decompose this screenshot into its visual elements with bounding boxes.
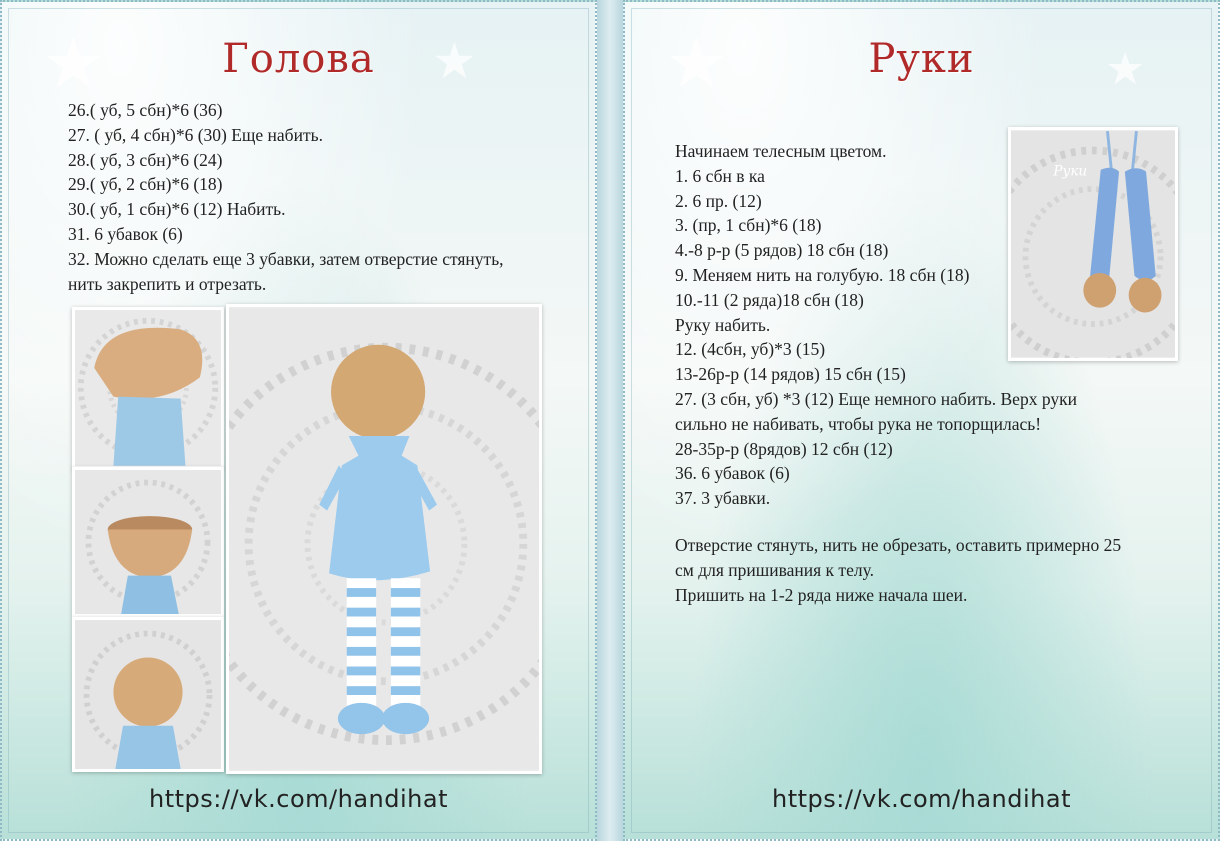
photo-arms [1008,127,1178,361]
instruction-line: 29.( уб, 2 сбн)*6 (18) [68,174,223,195]
instruction-line: 4.-8 р-р (5 рядов) 18 сбн (18) [675,240,889,261]
head-crochet-image [75,310,221,466]
star-decoration: ★ [42,22,105,104]
instruction-line: 28-35р-р (8рядов) 12 сбн (12) [675,438,893,459]
instruction-line: 31. 6 убавок (6) [68,223,183,244]
instruction-line: 3. (пр, 1 сбн)*6 (18) [675,215,822,236]
star-decoration: ★ [432,32,477,90]
instruction-line: 2. 6 пр. (12) [675,190,762,211]
footer-link[interactable]: https://vk.com/handihat [149,785,448,813]
instruction-line: сильно не набивать, чтобы рука не топорщилась! [675,413,1042,434]
instruction-line: 9. Меняем нить на голубую. 18 сбн (18) [675,264,970,285]
page-gutter [597,0,623,841]
instruction-line: 27. ( уб, 4 сбн)*6 (30) Еще набить. [68,124,323,145]
star-decoration: ★ [665,22,728,104]
instruction-line: 27. (3 сбн, уб) *3 (12) Еще немного набить. Верх руки [675,388,1077,409]
head-crochet-image [75,620,221,769]
photo-head-crochet-3 [72,617,224,772]
page-title: Голова [222,36,375,82]
photo-label: Руки [1053,163,1088,180]
instruction-line: 1. 6 сбн в ка [675,165,765,186]
instruction-line: 37. 3 убавки. [675,488,771,509]
instruction-line: 30.( уб, 1 сбн)*6 (12) Набить. [68,199,286,220]
right-page [623,0,1220,841]
head-crochet-image [75,470,221,614]
instruction-line: 26.( уб, 5 сбн)*6 (36) [68,100,223,120]
doll-image [229,307,539,771]
note-line: Отверстие стянуть, нить не обрезать, оставить примерно 25 [675,535,1122,555]
instruction-line: 28.( уб, 3 сбн)*6 (24) [68,149,223,170]
instruction-line: 13-26р-р (14 рядов) 15 сбн (15) [675,364,906,385]
instruction-line: 32. Можно сделать еще 3 убавки, затем отверстие стянуть, [68,248,504,269]
page-title: Руки [868,36,975,82]
footer-link[interactable]: https://vk.com/handihat [772,785,1071,813]
photo-head-crochet-1 [72,307,224,469]
instruction-line: Руку набить. [675,314,771,335]
photo-doll-full [226,304,542,774]
photo-head-crochet-2 [72,467,224,617]
instruction-line: нить закрепить и отрезать. [68,273,267,294]
arms-image [1011,130,1175,358]
instruction-line: 10.-11 (2 ряда)18 сбн (18) [675,289,864,310]
instruction-list [68,98,504,296]
instruction-line: 36. 6 убавок (6) [675,463,790,484]
instruction-notes [675,533,1121,607]
star-decoration: ★ [1105,42,1146,95]
note-line: Пришить на 1-2 ряда ниже начала шеи. [675,584,968,605]
left-page [0,0,597,841]
note-line: см для пришивания к телу. [675,559,874,580]
instruction-line: Начинаем телесным цветом. [675,141,887,161]
instruction-line: 12. (4сбн, уб)*3 (15) [675,339,826,360]
